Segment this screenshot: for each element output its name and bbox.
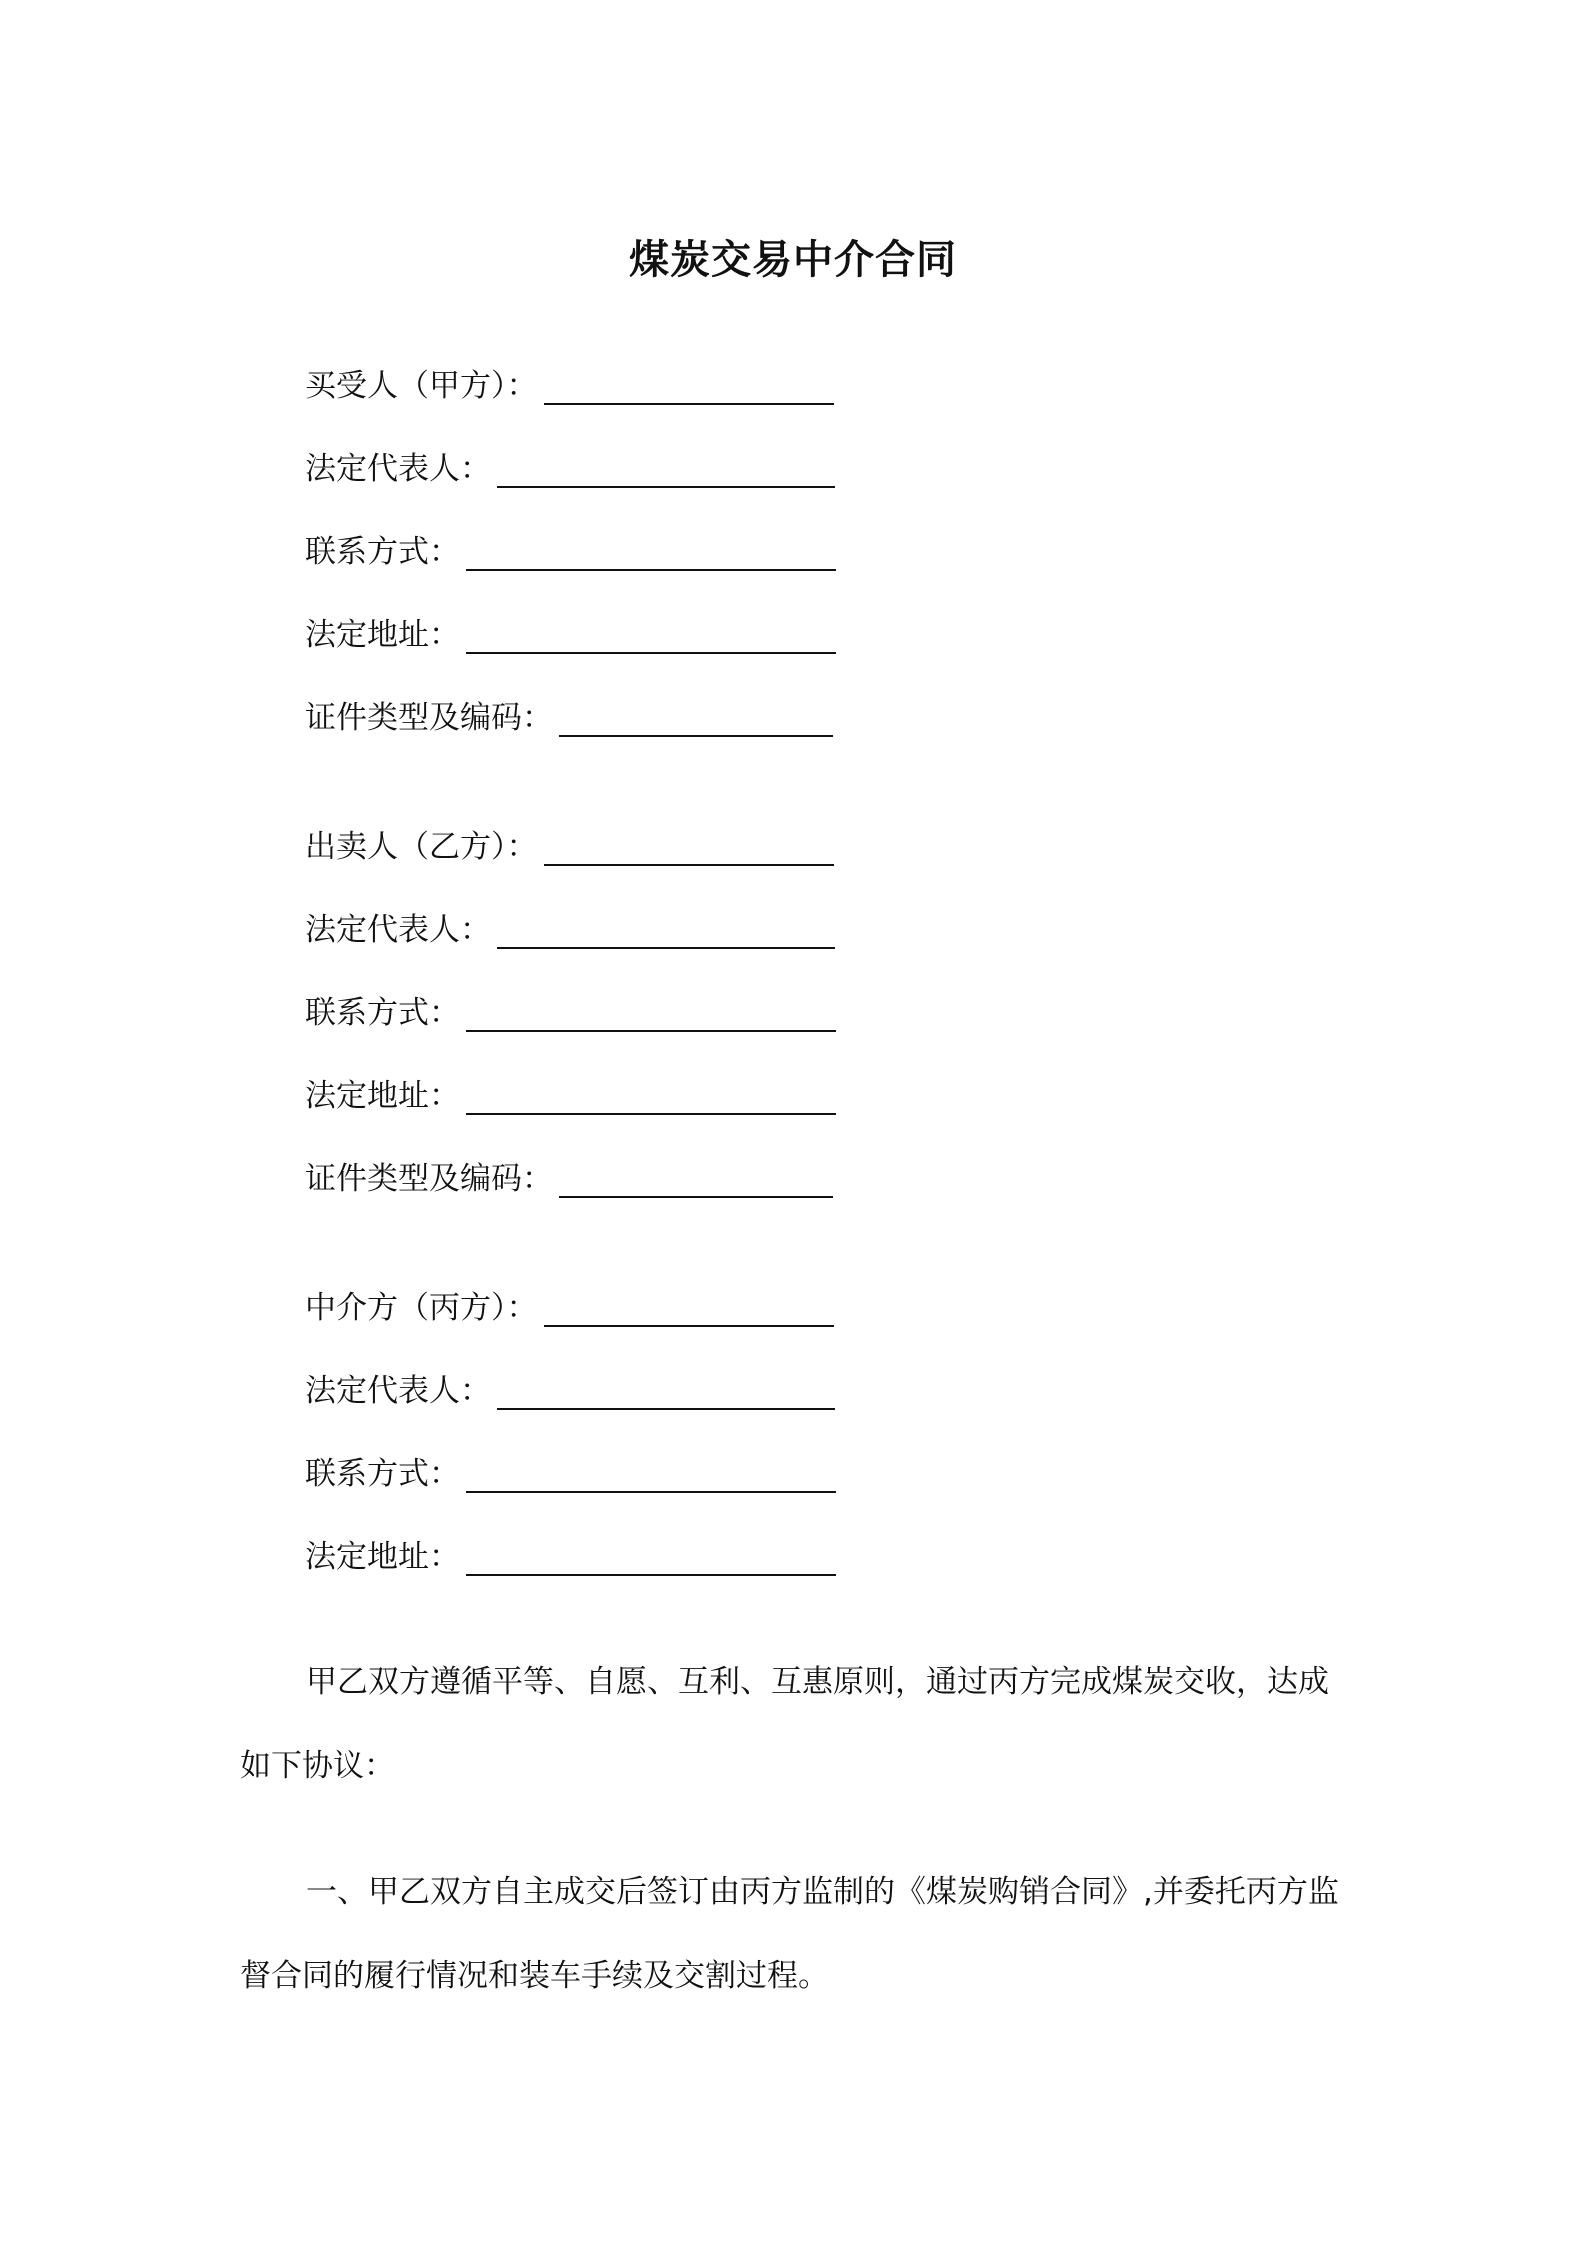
party-b-contact-label: 联系方式：: [305, 995, 460, 1031]
party-c-representative-blank[interactable]: [497, 1407, 835, 1410]
party-b-address-label: 法定地址：: [305, 1078, 460, 1114]
party-b-seller-label: 出卖人（乙方）：: [305, 829, 538, 865]
intro-paragraph: 甲乙双方遵循平等、自愿、互利、互惠原则，通过丙方完成煤炭交收，达成如下协议：: [240, 1664, 1329, 1784]
party-b-contact-field: [305, 992, 836, 1032]
clause-1-paragraph: 一、甲乙双方自主成交后签订由丙方监制的《煤炭购销合同》,并委托丙方监督合同的履行情况和装车手续及交割过程。: [240, 1874, 1339, 1994]
party-b-contact-blank[interactable]: [466, 1029, 836, 1032]
party-b-address-field: [305, 1075, 836, 1115]
party-b-seller-blank[interactable]: [544, 863, 834, 866]
party-c-address-label: 法定地址：: [305, 1539, 460, 1575]
party-a-contact-blank[interactable]: [466, 568, 836, 571]
party-b-address-blank[interactable]: [466, 1112, 836, 1115]
party-c-intermediary-label: 中介方（丙方）：: [305, 1290, 538, 1326]
party-a-representative-blank[interactable]: [497, 485, 835, 488]
party-b-representative-label: 法定代表人：: [305, 912, 491, 948]
party-a-buyer-label: 买受人（甲方）：: [305, 368, 538, 404]
party-c-address-field: [305, 1536, 836, 1576]
party-b-id-label: 证件类型及编码：: [305, 1161, 553, 1197]
party-b-representative-field: [305, 909, 835, 949]
party-a-representative-field: [305, 448, 835, 488]
party-c-representative-label: 法定代表人：: [305, 1373, 491, 1409]
party-a-address-blank[interactable]: [466, 651, 836, 654]
party-b-seller-field: [305, 826, 834, 866]
party-c-address-blank[interactable]: [466, 1573, 836, 1576]
party-a-representative-label: 法定代表人：: [305, 451, 491, 487]
party-c-contact-label: 联系方式：: [305, 1456, 460, 1492]
party-a-buyer-blank[interactable]: [544, 402, 834, 405]
party-a-address-label: 法定地址：: [305, 617, 460, 653]
party-c-intermediary-blank[interactable]: [544, 1324, 834, 1327]
party-c-contact-field: [305, 1453, 836, 1493]
party-a-address-field: [305, 614, 836, 654]
document-title: 煤炭交易中介合同: [629, 237, 957, 283]
party-a-contact-field: [305, 531, 836, 571]
party-a-buyer-field: [305, 365, 834, 405]
party-a-id-field: [305, 697, 833, 737]
party-c-representative-field: [305, 1370, 835, 1410]
party-b-representative-blank[interactable]: [497, 946, 835, 949]
party-a-contact-label: 联系方式：: [305, 534, 460, 570]
party-c-intermediary-field: [305, 1287, 834, 1327]
party-b-id-field: [305, 1158, 833, 1198]
party-a-id-label: 证件类型及编码：: [305, 700, 553, 736]
party-b-id-blank[interactable]: [559, 1195, 833, 1198]
party-c-contact-blank[interactable]: [466, 1490, 836, 1493]
party-a-id-blank[interactable]: [559, 734, 833, 737]
